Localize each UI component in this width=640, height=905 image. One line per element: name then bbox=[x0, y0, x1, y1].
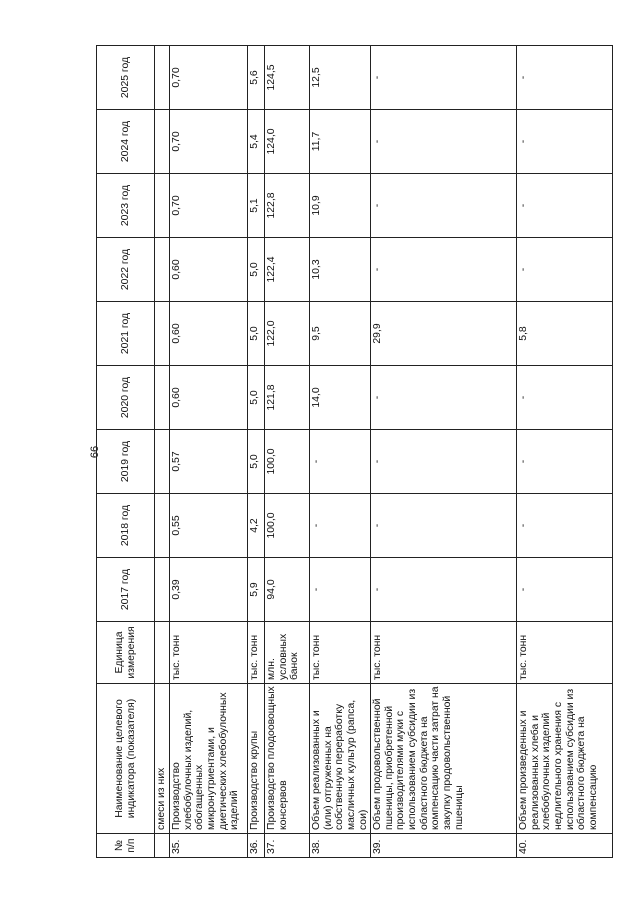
header-year: 2018 год bbox=[97, 494, 155, 558]
header-year: 2023 год bbox=[97, 174, 155, 238]
row-value: - bbox=[371, 46, 517, 110]
row-value: 0,55 bbox=[170, 494, 248, 558]
row-value: 0,70 bbox=[170, 110, 248, 174]
row-value: 0,39 bbox=[170, 558, 248, 622]
row-value: 9,5 bbox=[310, 302, 371, 366]
row-value: - bbox=[517, 430, 613, 494]
header-year: 2019 год bbox=[97, 430, 155, 494]
row-value: 124,0 bbox=[265, 110, 310, 174]
row-value: - bbox=[371, 238, 517, 302]
row-name: Объем реализованных и (или) отгруженных на собственную переработку масличных культур (рапса, сои) bbox=[310, 684, 371, 834]
row-value: 0,60 bbox=[170, 238, 248, 302]
row-index: 39. bbox=[371, 834, 517, 858]
row-name: Производство крупы bbox=[248, 684, 265, 834]
table-row bbox=[310, 46, 371, 858]
row-index: 35. bbox=[170, 834, 248, 858]
row-value: 0,60 bbox=[170, 302, 248, 366]
row-unit: тыс. тонн bbox=[248, 622, 265, 684]
row-index: 36. bbox=[248, 834, 265, 858]
row-value: 124,5 bbox=[265, 46, 310, 110]
row-index bbox=[155, 834, 170, 858]
header-row bbox=[97, 46, 155, 858]
row-value: 5,0 bbox=[248, 366, 265, 430]
table-row bbox=[248, 46, 265, 858]
header-index: № п/п bbox=[97, 834, 155, 858]
row-value: - bbox=[517, 174, 613, 238]
row-value: 100,0 bbox=[265, 430, 310, 494]
row-value: 122,4 bbox=[265, 238, 310, 302]
row-unit: тыс. тонн bbox=[170, 622, 248, 684]
row-value: - bbox=[517, 558, 613, 622]
header-year: 2025 год bbox=[97, 46, 155, 110]
row-value: - bbox=[371, 174, 517, 238]
row-value: 11,7 bbox=[310, 110, 371, 174]
row-value: - bbox=[371, 430, 517, 494]
header-name: Наименование целевого индикатора (показателя) bbox=[97, 684, 155, 834]
row-value: 0,70 bbox=[170, 174, 248, 238]
row-value: 5,9 bbox=[248, 558, 265, 622]
row-value: 0,60 bbox=[170, 366, 248, 430]
row-value bbox=[155, 430, 170, 494]
row-index: 37. bbox=[265, 834, 310, 858]
row-value: 5,6 bbox=[248, 46, 265, 110]
row-index: 38. bbox=[310, 834, 371, 858]
row-value: 122,8 bbox=[265, 174, 310, 238]
row-value bbox=[155, 366, 170, 430]
row-name: Производство плодоовощных консервов bbox=[265, 684, 310, 834]
row-index: 40. bbox=[517, 834, 613, 858]
row-value: 94,0 bbox=[265, 558, 310, 622]
row-value: 10,9 bbox=[310, 174, 371, 238]
row-unit: млн. условных банок bbox=[265, 622, 310, 684]
row-value: - bbox=[517, 494, 613, 558]
row-value: - bbox=[517, 238, 613, 302]
row-value bbox=[155, 46, 170, 110]
row-value: 4,2 bbox=[248, 494, 265, 558]
table-row bbox=[371, 46, 517, 858]
row-value bbox=[155, 110, 170, 174]
table-row bbox=[155, 46, 170, 858]
row-value: 5,0 bbox=[248, 238, 265, 302]
row-value: 12,5 bbox=[310, 46, 371, 110]
row-value: 0,70 bbox=[170, 46, 248, 110]
row-value bbox=[155, 302, 170, 366]
header-year: 2021 год bbox=[97, 302, 155, 366]
header-year: 2017 год bbox=[97, 558, 155, 622]
row-unit: тыс. тонн bbox=[371, 622, 517, 684]
row-value: 5,1 bbox=[248, 174, 265, 238]
row-value: 122,0 bbox=[265, 302, 310, 366]
row-value: 100,0 bbox=[265, 494, 310, 558]
row-value: - bbox=[371, 366, 517, 430]
table-row bbox=[517, 46, 613, 858]
row-name: Объем продовольственной пшеницы, приобретенной производителями муки с использованием субсидии из областного бюджета на компенсацию части затрат на закупку продовольственной пшеницы bbox=[371, 684, 517, 834]
row-value bbox=[155, 238, 170, 302]
header-year: 2020 год bbox=[97, 366, 155, 430]
row-value: - bbox=[371, 558, 517, 622]
row-unit: тыс. тонн bbox=[517, 622, 613, 684]
row-unit: тыс. тонн bbox=[310, 622, 371, 684]
rotated-page bbox=[96, 46, 613, 858]
table-row bbox=[170, 46, 248, 858]
row-value: 14,0 bbox=[310, 366, 371, 430]
indicator-table bbox=[96, 45, 613, 858]
row-value bbox=[155, 494, 170, 558]
header-year: 2022 год bbox=[97, 238, 155, 302]
row-value: - bbox=[517, 110, 613, 174]
row-value: - bbox=[371, 110, 517, 174]
row-value bbox=[155, 174, 170, 238]
row-value: 29,9 bbox=[371, 302, 517, 366]
table-row bbox=[265, 46, 310, 858]
row-value: - bbox=[517, 366, 613, 430]
row-value: - bbox=[371, 494, 517, 558]
row-value: - bbox=[310, 430, 371, 494]
row-unit bbox=[155, 622, 170, 684]
row-value: 121,8 bbox=[265, 366, 310, 430]
page-number: 66 bbox=[89, 445, 101, 459]
row-value: - bbox=[517, 46, 613, 110]
row-value: - bbox=[310, 558, 371, 622]
row-name: смеси из них bbox=[155, 684, 170, 834]
row-value: 5,0 bbox=[248, 302, 265, 366]
row-value bbox=[155, 558, 170, 622]
row-value: 5,0 bbox=[248, 430, 265, 494]
row-value: 10,3 bbox=[310, 238, 371, 302]
row-name: Производство хлебобулочных изделий, обогащенных микронутриентами, и диетических хлебобулочных изделий bbox=[170, 684, 248, 834]
row-name: Объем произведенных и реализованных хлеба и хлебобулочных изделий недлительного хранения с использованием субсидии из областного бюджета на компенсацию bbox=[517, 684, 613, 834]
header-unit: Единица измерения bbox=[97, 622, 155, 684]
header-year: 2024 год bbox=[97, 110, 155, 174]
row-value: 5,4 bbox=[248, 110, 265, 174]
row-value: 5,8 bbox=[517, 302, 613, 366]
row-value: - bbox=[310, 494, 371, 558]
row-value: 0,57 bbox=[170, 430, 248, 494]
